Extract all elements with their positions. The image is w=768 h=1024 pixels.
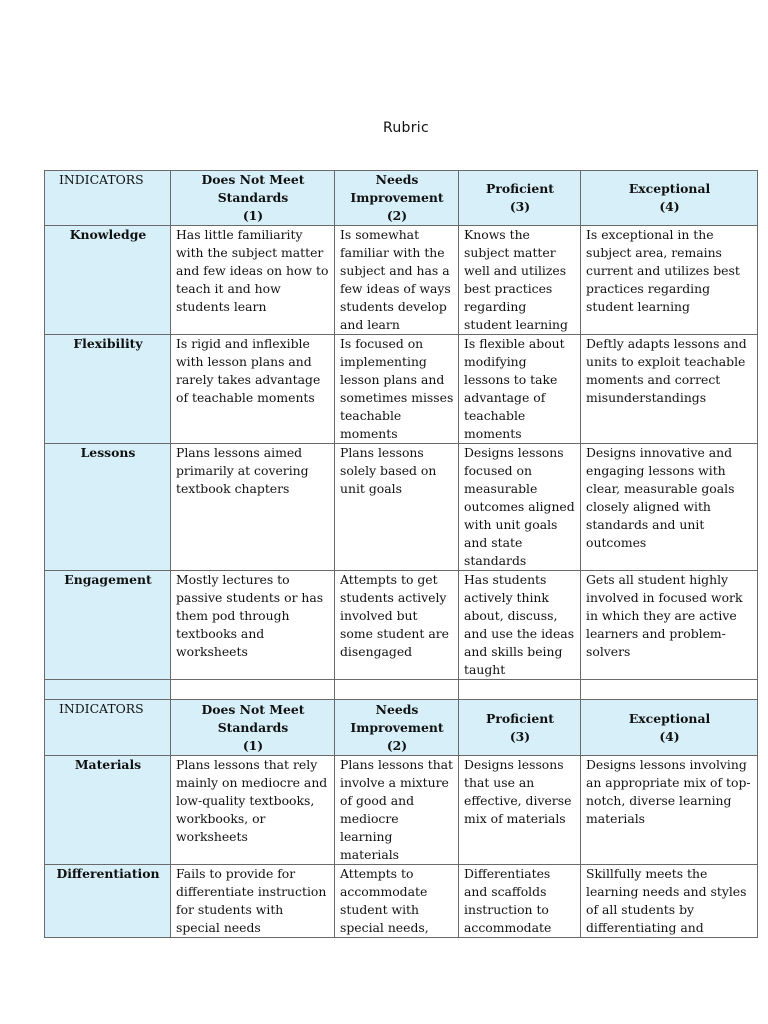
header-level-1: [171, 171, 335, 226]
header-level-1: [171, 700, 335, 756]
indicator-cell: Flexibility: [45, 335, 171, 444]
header-level-1-line2: Standards: [217, 190, 289, 205]
document-title: Rubric: [382, 120, 429, 136]
spacer-indicator: [45, 680, 171, 700]
header-level-3-line2: Proficient: [486, 181, 554, 196]
header-indicators: INDICATORS: [45, 700, 171, 756]
table-cell: Has little familiarity with the subject matter and few ideas on how to teach it and how students learn: [171, 226, 335, 335]
table-cell: Plans lessons aimed primarily at covering textbook chapters: [171, 444, 335, 571]
header-level-4-score: (4): [659, 199, 680, 214]
table-cell: Plans lessons that rely mainly on mediocre and low-quality textbooks, workbooks, or worksheets: [171, 756, 335, 865]
header-level-3-score: (3): [509, 199, 531, 214]
header-level-2-line2: Improvement: [350, 190, 444, 205]
header-level-2: [335, 171, 459, 226]
header-indicators: INDICATORS: [45, 171, 171, 226]
table-cell: Is focused on implementing lesson plans and sometimes misses teachable moments: [335, 335, 459, 444]
header-level-3: [459, 171, 581, 226]
table-cell: Designs lessons focused on measurable outcomes aligned with unit goals and state standards: [459, 444, 581, 571]
spacer-cell: [335, 680, 459, 700]
table-cell: Designs lessons that use an effective, diverse mix of materials: [459, 756, 581, 865]
header-level-2-line1: Needs: [375, 701, 419, 717]
table-cell: Mostly lectures to passive students or has them pod through textbooks and worksheets: [171, 571, 335, 680]
table-cell: Plans lessons solely based on unit goals: [335, 444, 459, 571]
table-cell: Plans lessons that involve a mixture of good and mediocre learning materials: [335, 756, 459, 865]
indicator-cell: Engagement: [45, 571, 171, 680]
header-level-2: [335, 700, 459, 756]
header-level-2-line1: Needs: [375, 172, 419, 187]
table-cell: Designs lessons involving an appropriate mix of top-notch, diverse learning materials: [581, 756, 758, 865]
table-cell: Differentiates and scaffolds instruction to accommodate: [459, 865, 581, 938]
header-level-4-score: (4): [659, 728, 680, 744]
indicator-cell: Knowledge: [45, 226, 171, 335]
header-level-2-score: (2): [386, 737, 408, 753]
header-level-2-score: (2): [386, 208, 408, 223]
spacer-cell: [581, 680, 758, 700]
header-level-1-score: (1): [242, 208, 264, 223]
table-row: [45, 571, 758, 680]
header-level-1-line1: Does Not Meet: [201, 701, 305, 717]
spacer-cell: [459, 680, 581, 700]
indicator-cell: Materials: [45, 756, 171, 865]
table-row: [45, 444, 758, 571]
header-level-4: [581, 171, 758, 226]
table-cell: Is rigid and inflexible with lesson plans and rarely takes advantage of teachable moments: [171, 335, 335, 444]
spacer-row: [45, 680, 758, 700]
table-row: [45, 335, 758, 444]
table-cell: Is flexible about modifying lessons to take advantage of teachable moments: [459, 335, 581, 444]
header-level-4-line2: Exceptional: [628, 181, 711, 196]
header-level-4-line2: Exceptional: [628, 710, 711, 726]
table-row: [45, 756, 758, 865]
table-cell: Gets all student highly involved in focused work in which they are active learners and problem-solvers: [581, 571, 758, 680]
header-level-1-line1: Does Not Meet: [201, 172, 305, 187]
table-cell: Knows the subject matter well and utilizes best practices regarding student learning: [459, 226, 581, 335]
header-level-1-score: (1): [242, 737, 264, 753]
table-row: [45, 865, 758, 938]
table-cell: Is exceptional in the subject area, remains current and utilizes best practices regarding student learning: [581, 226, 758, 335]
table-cell: Has students actively think about, discuss, and use the ideas and skills being taught: [459, 571, 581, 680]
table-cell: Deftly adapts lessons and units to exploit teachable moments and correct misunderstandings: [581, 335, 758, 444]
header-level-1-line2: Standards: [217, 719, 289, 735]
indicator-cell: Differentiation: [45, 865, 171, 938]
table-cell: Is somewhat familiar with the subject and has a few ideas of ways students develop and learn: [335, 226, 459, 335]
table-cell: Designs innovative and engaging lessons with clear, measurable goals closely aligned with standards and unit outcomes: [581, 444, 758, 571]
rubric-table: [44, 170, 758, 938]
table-cell: Attempts to get students actively involved but some student are disengaged: [335, 571, 459, 680]
table-cell: Skillfully meets the learning needs and styles of all students by differentiating and: [581, 865, 758, 938]
header-row: [45, 700, 758, 756]
indicator-cell: Lessons: [45, 444, 171, 571]
header-row: [45, 171, 758, 226]
header-level-4: [581, 700, 758, 756]
table-cell: Attempts to accommodate student with special needs,: [335, 865, 459, 938]
spacer-cell: [171, 680, 335, 700]
header-level-2-line2: Improvement: [350, 719, 444, 735]
header-level-3: [459, 700, 581, 756]
header-level-3-score: (3): [509, 728, 531, 744]
table-cell: Fails to provide for differentiate instruction for students with special needs: [171, 865, 335, 938]
header-level-3-line2: Proficient: [486, 710, 554, 726]
table-row: [45, 226, 758, 335]
